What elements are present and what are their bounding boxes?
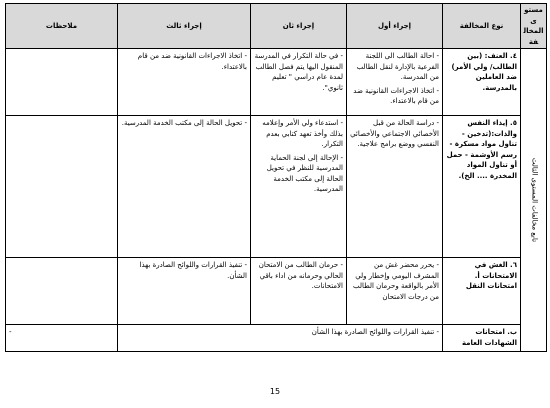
action3-cell: [118, 49, 251, 116]
notes-cell: -: [6, 325, 118, 352]
action-item: - دراسة الحالة من قبل الأخصائي الاجتماعي والأخصائي النفسي ووضع برامج علاجية.: [350, 119, 439, 148]
action2-cell: [251, 49, 347, 116]
header-action1: إجراء أول: [347, 4, 443, 49]
table-row: [6, 325, 547, 352]
header-type: نوع المخالفة: [443, 4, 521, 49]
action-item: - الإحالة إلى لجنة الحماية المدرسية للنظر في تحويل الحالة إلى مكتب الخدمة المدرسية.: [266, 153, 343, 193]
header-level: مستوى المخالفة: [521, 4, 547, 49]
header-action3: إجراء ثالث: [118, 4, 251, 49]
violation-type: ٤. العنف: (بين الطالب/ ولي الأمر) ضد العاملين بالمدرسة.: [443, 49, 521, 116]
action1-cell: [347, 258, 443, 325]
action2-cell: [251, 116, 347, 258]
action-item: - يحرر محضر غش من المشرف اليومي وإخطار ولي الأمر بالواقعة وحرمان الطالب من درجات الامتحان: [352, 261, 439, 301]
action-item: - في حالة التكرار في المدرسة المنقول اليها يتم فصل الطالب لمدة عام دراسي " تعليم ثانوي".: [254, 52, 343, 92]
merged-action-cell: - تنفيذ القرارات واللوائح الصادرة بهذا الشأن: [118, 325, 443, 352]
violation-type: ب. امتحانات الشهادات العامة: [443, 325, 521, 352]
violations-table: [5, 3, 547, 352]
header-action2: إجراء ثان: [251, 4, 347, 49]
level-group-label: تابع مخالفات المستوى الثالث: [529, 157, 538, 243]
header-row: [6, 4, 547, 49]
page-number: 15: [269, 387, 281, 396]
action3-cell: [118, 116, 251, 258]
header-notes: ملاحظات: [6, 4, 118, 49]
action-item: - احالة الطالب الى اللجنة الفرعية بالإدارة لنقل الطالب من المدرسة.: [356, 52, 439, 81]
action-item: - حرمان الطالب من الامتحان الحالي وحرمانه من اداء باقي الامتحانات.: [258, 261, 343, 290]
violation-type: ٥. إيذاء النفس والذات:(تدخين - تناول مواد مسكرة - رسم الأوشمة - حمل أو تناول المواد المخدرة .... الخ).: [443, 116, 521, 258]
table-row: [6, 116, 547, 258]
action2-cell: [251, 258, 347, 325]
action1-cell: [347, 49, 443, 116]
notes-cell: [6, 49, 118, 116]
action-item: - تحويل الحالة إلى مكتب الخدمة المدرسية.: [121, 119, 247, 127]
action3-cell: [118, 258, 251, 325]
action-item: - استدعاء ولي الأمر وإعلامه بذلك وأخذ تعهد كتابي بعدم التكرار.: [262, 119, 343, 148]
notes-cell: [6, 258, 118, 325]
violation-type: ٦. الغش في الامتحانات أ. امتحانات النقل: [443, 258, 521, 325]
level-group-cell: [521, 49, 547, 352]
table-row: [6, 49, 547, 116]
table-row: [6, 258, 547, 325]
action1-cell: [347, 116, 443, 258]
action-item: - اتخاذ الاجراءات القانونية ضد من قام بالاعتداء.: [353, 86, 439, 105]
notes-cell: [6, 116, 118, 258]
action-item: - تنفيذ القرارات واللوائح الصادرة بهذا الشأن.: [139, 261, 247, 280]
action-item: - اتخاذ الاجراءات القانونية ضد من قام بالاعتداء.: [137, 52, 247, 71]
